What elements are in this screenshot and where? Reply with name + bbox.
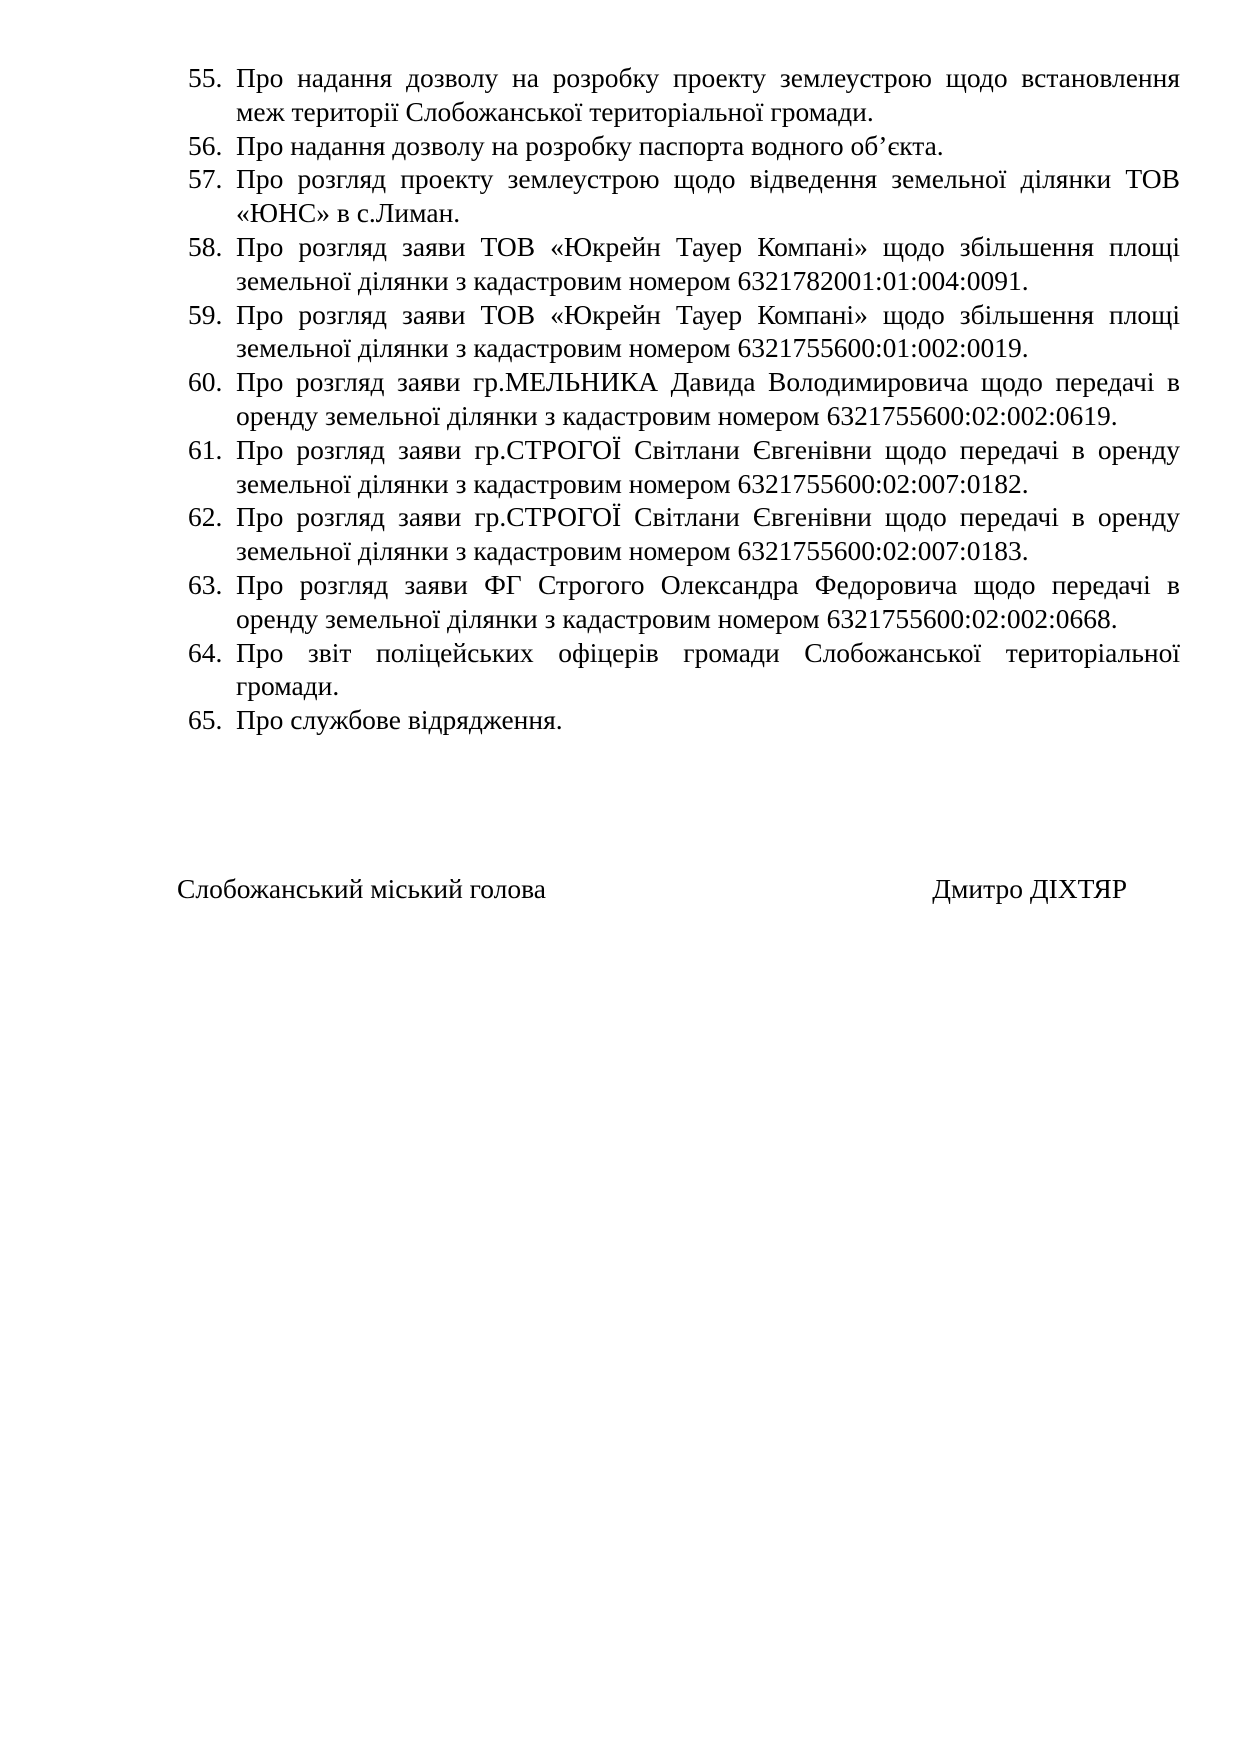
- agenda-item-text: Про розгляд заяви гр.МЕЛЬНИКА Давида Володимировича щодо передачі в оренду земельної ділянки з кадастровим номером 6321755600:02:002:0619.: [236, 366, 1180, 431]
- agenda-item: [188, 230, 1180, 298]
- agenda-item: [188, 129, 1180, 163]
- agenda-item: [188, 365, 1180, 433]
- agenda-item-number: 58.: [188, 230, 223, 262]
- signatory-title: Слобожанський міський голова: [177, 873, 546, 904]
- agenda-item: [188, 703, 1180, 737]
- agenda-item-number: 63.: [188, 568, 223, 600]
- agenda-item-text: Про розгляд заяви гр.СТРОГОЇ Світлани Євгенівни щодо передачі в оренду земельної ділянки з кадастровим номером 6321755600:02:007:0182.: [236, 433, 1180, 499]
- agenda-item-number: 59.: [188, 298, 223, 330]
- agenda-item-number: 60.: [188, 366, 223, 398]
- agenda-list: [188, 61, 1180, 737]
- agenda-item-text: Про розгляд заяви ФГ Строгого Олександра Федоровича щодо передачі в оренду земельної ділянки з кадастровим номером 6321755600:02:002:0668.: [236, 568, 1180, 634]
- agenda-item-text: Про надання дозволу на розробку проекту землеустрою щодо встановлення меж території Слобожанської територіальної громади.: [236, 62, 1180, 127]
- signatory-name: Дмитро ДІХТЯР: [932, 873, 1127, 904]
- agenda-item: [188, 636, 1180, 704]
- agenda-item-number: 55.: [188, 62, 223, 93]
- agenda-item-number: 57.: [188, 163, 223, 195]
- agenda-item-text: Про звіт поліцейських офіцерів громади Слобожанської територіальної громади.: [236, 636, 1180, 702]
- agenda-item-number: 65.: [188, 704, 223, 736]
- agenda-item-number: 64.: [188, 636, 223, 668]
- agenda-item-text: Про розгляд заяви ТОВ «Юкрейн Тауер Компані» щодо збільшення площі земельної ділянки з кадастровим номером 6321755600:01:002:0019.: [236, 298, 1180, 364]
- agenda-item-text: Про надання дозволу на розробку паспорта водного об’єкта.: [236, 129, 944, 161]
- agenda-item: [188, 61, 1180, 129]
- agenda-item: [188, 298, 1180, 366]
- agenda-item: [188, 162, 1180, 230]
- agenda-item-text: Про розгляд заяви гр.СТРОГОЇ Світлани Євгенівни щодо передачі в оренду земельної ділянки з кадастровим номером 6321755600:02:007:0183.: [236, 501, 1180, 567]
- agenda-item-number: 56.: [188, 129, 223, 161]
- agenda-item: [188, 433, 1180, 501]
- agenda-item-text: Про службове відрядження.: [236, 704, 563, 736]
- agenda-item: [188, 568, 1180, 636]
- agenda-item-number: 61.: [188, 433, 223, 465]
- agenda-item-text: Про розгляд заяви ТОВ «Юкрейн Тауер Компані» щодо збільшення площі земельної ділянки з кадастровим номером 6321782001:01:004:0091.: [236, 230, 1180, 296]
- agenda-item-text: Про розгляд проекту землеустрою щодо відведення земельної ділянки ТОВ «ЮНС» в с.Лиман.: [236, 163, 1180, 229]
- agenda-item: [188, 500, 1180, 568]
- agenda-item-number: 62.: [188, 501, 223, 533]
